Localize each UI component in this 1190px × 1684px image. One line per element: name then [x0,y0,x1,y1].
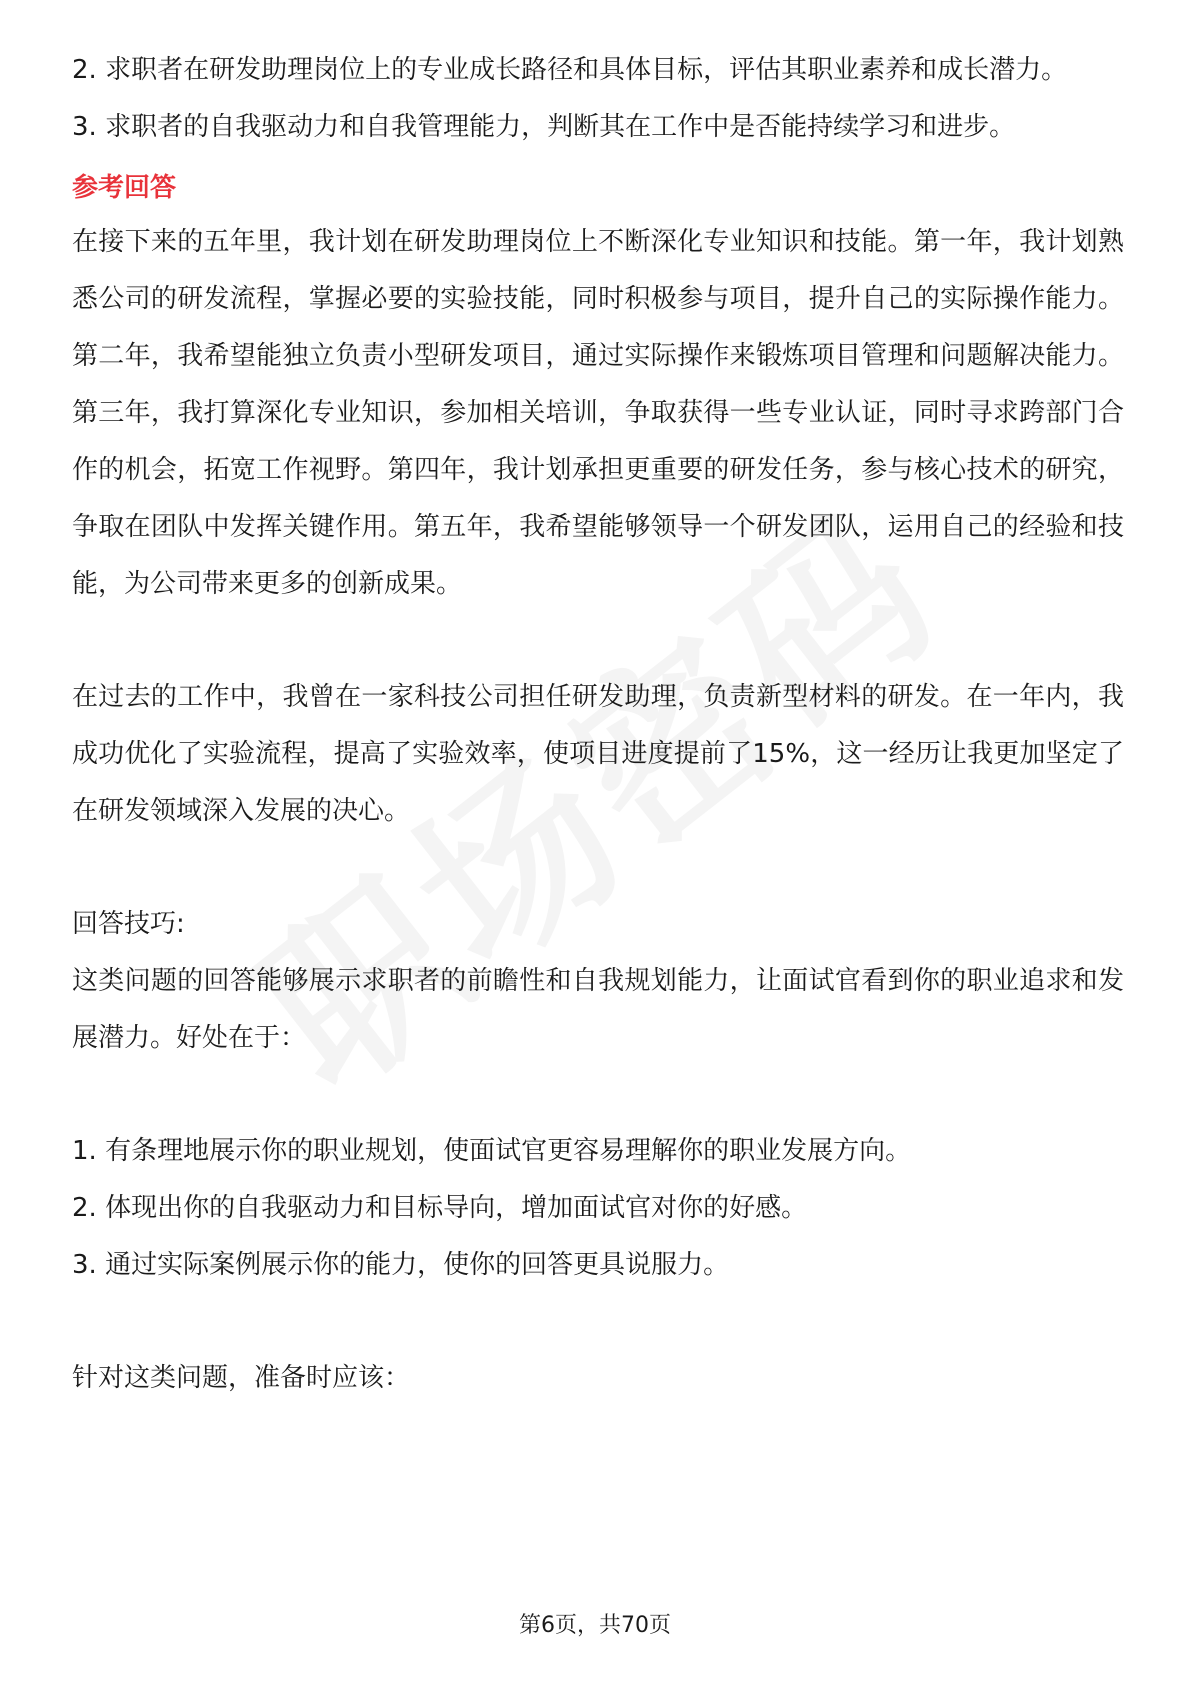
spacer [72,1294,1124,1350]
document-body [72,42,1124,1407]
spacer [72,840,1124,896]
answer-heading: 参考回答 [72,173,177,203]
page-number: 第6页，共70页 [519,1613,671,1638]
tips-heading: 回答技巧: [72,909,185,939]
answer-paragraph-plan: 在接下来的五年里，我计划在研发助理岗位上不断深化专业知识和技能。第一年，我计划熟悉公司的研发流程，掌握必要的实验技能，同时积极参与项目，提升自己的实际操作能力。第二年，我希望能独立负责小型研发项目，通过实际操作来锻炼项目管理和问题解决能力。第三年，我打算深化专业知识，参加相关培训，争取获得一些专业认证，同时寻求跨部门合作的机会，拓宽工作视野。第四年，我计划承担更重要的研发任务，参与核心技术的研究，争取在团队中发挥关键作用。第五年，我希望能够领导一个研发团队，运用自己的经验和技能，为公司带来更多的创新成果。 [72,227,1124,599]
tips-intro: 这类问题的回答能够展示求职者的前瞻性和自我规划能力，让面试官看到你的职业追求和发展潜力。好处在于： [72,966,1124,1053]
spacer [72,613,1124,669]
answer-paragraph-experience: 在过去的工作中，我曾在一家科技公司担任研发助理，负责新型材料的研发。在一年内，我成功优化了实验流程，提高了实验效率，使项目进度提前了15%，这一经历让我更加坚定了在研发领域深入发展的决心。 [72,682,1124,826]
criteria-item-3: 3. 求职者的自我驱动力和自我管理能力，判断其在工作中是否能持续学习和进步。 [72,112,1016,142]
benefit-item-3: 3. 通过实际案例展示你的能力，使你的回答更具说服力。 [72,1250,730,1280]
prep-heading: 针对这类问题，准备时应该： [72,1363,411,1393]
criteria-item-2: 2. 求职者在研发助理岗位上的专业成长路径和具体目标，评估其职业素养和成长潜力。 [72,55,1068,85]
benefit-item-2: 2. 体现出你的自我驱动力和目标导向，增加面试官对你的好感。 [72,1193,808,1223]
benefit-item-1: 1. 有条理地展示你的职业规划，使面试官更容易理解你的职业发展方向。 [72,1136,912,1166]
spacer [72,1067,1124,1123]
